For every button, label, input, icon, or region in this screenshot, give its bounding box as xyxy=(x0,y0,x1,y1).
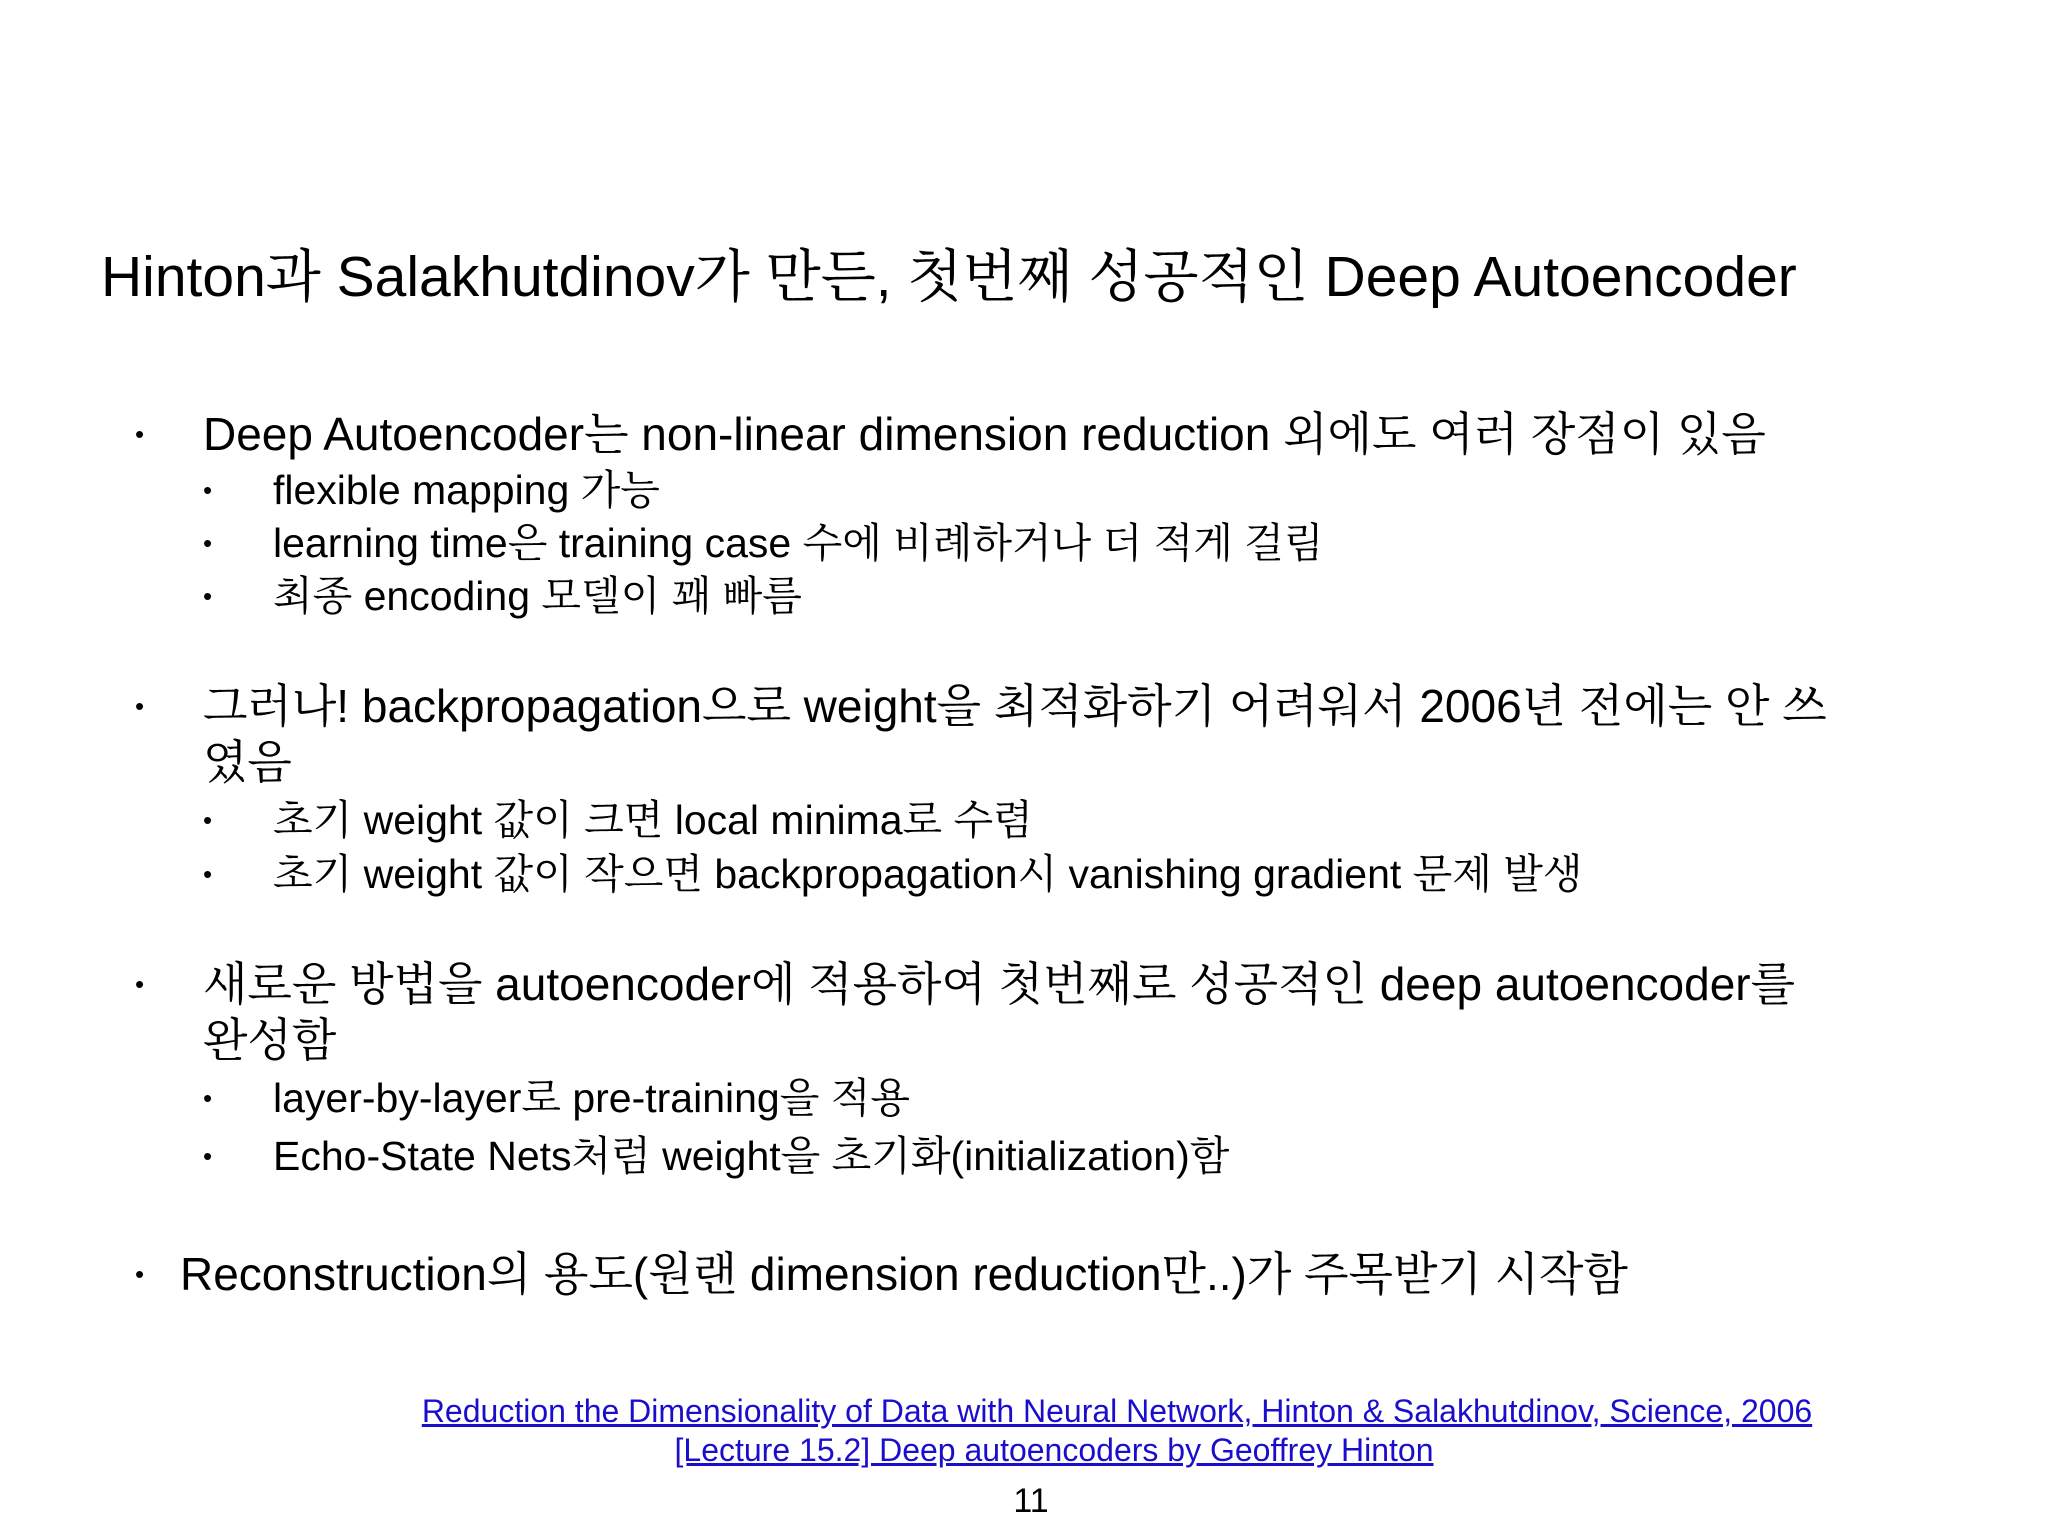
sub-bullet-item xyxy=(203,1072,910,1124)
bullet-text: 였음 xyxy=(203,736,292,788)
bullet-dot: • xyxy=(203,859,213,889)
bullet-dot: • xyxy=(203,1083,213,1113)
sub-bullet-text: layer-by-layer로 pre-training을 적용 xyxy=(273,1075,910,1121)
bullet-dot: • xyxy=(203,528,213,558)
bullet-item xyxy=(135,405,1766,463)
sub-bullet-text: learning time은 training case 수에 비례하거나 더 적게 걸림 xyxy=(273,520,1324,566)
sub-bullet-item xyxy=(203,794,1033,846)
sub-bullet-item xyxy=(203,464,660,516)
sub-bullet-text: 초기 weight 값이 크면 local minima로 수렴 xyxy=(273,797,1033,843)
bullet-text: 새로운 방법을 autoencoder에 적용하여 첫번째로 성공적인 deep autoencoder를 xyxy=(203,958,1796,1010)
bullet-dot: • xyxy=(203,475,213,505)
bullet-dot: • xyxy=(135,969,145,999)
slide-title: Hinton과 Salakhutdinov가 만든, 첫번째 성공적인 Deep Autoencoder xyxy=(101,245,1797,309)
sub-bullet-text: Echo-State Nets처럼 weight을 초기화(initialization)함 xyxy=(273,1133,1230,1179)
bullet-text: 완성함 xyxy=(203,1014,337,1066)
bullet-item xyxy=(135,677,1827,735)
bullet-dot: • xyxy=(203,805,213,835)
page-number: 11 xyxy=(1013,1482,1049,1520)
bullet-dot: • xyxy=(135,691,145,721)
sub-bullet-text: 초기 weight 값이 작으면 backpropagation시 vanishing gradient 문제 발생 xyxy=(273,851,1583,897)
reference-link-lecture[interactable]: [Lecture 15.2] Deep autoencoders by Geoffrey Hinton xyxy=(674,1432,1434,1468)
bullet-text: Deep Autoencoder는 non-linear dimension reduction 외에도 여러 장점이 있음 xyxy=(203,408,1766,460)
sub-bullet-item xyxy=(203,1130,1230,1182)
reference-links xyxy=(0,1392,2048,1470)
bullet-dot: • xyxy=(203,581,213,611)
bullet-text: 그러나! backpropagation으로 weight을 최적화하기 어려워서 2006년 전에는 안 쓰 xyxy=(203,680,1827,732)
bullet-item xyxy=(135,1245,1628,1303)
sub-bullet-item xyxy=(203,570,802,622)
bullet-continuation xyxy=(203,1011,336,1069)
bullet-text: Reconstruction의 용도(원랜 dimension reduction만..)가 주목받기 시작함 xyxy=(180,1248,1628,1300)
sub-bullet-item xyxy=(203,517,1324,569)
bullet-item xyxy=(135,955,1796,1013)
reference-link-paper[interactable]: Reduction the Dimensionality of Data with Neural Network, Hinton & Salakhutdinov, Science, 2006 xyxy=(421,1393,1813,1429)
bullet-dot: • xyxy=(135,419,145,449)
sub-bullet-text: flexible mapping 가능 xyxy=(273,467,660,513)
bullet-dot: • xyxy=(203,1141,213,1171)
bullet-dot: • xyxy=(135,1259,145,1289)
sub-bullet-item xyxy=(203,848,1583,900)
bullet-continuation xyxy=(203,733,292,791)
sub-bullet-text: 최종 encoding 모델이 꽤 빠름 xyxy=(273,573,802,619)
